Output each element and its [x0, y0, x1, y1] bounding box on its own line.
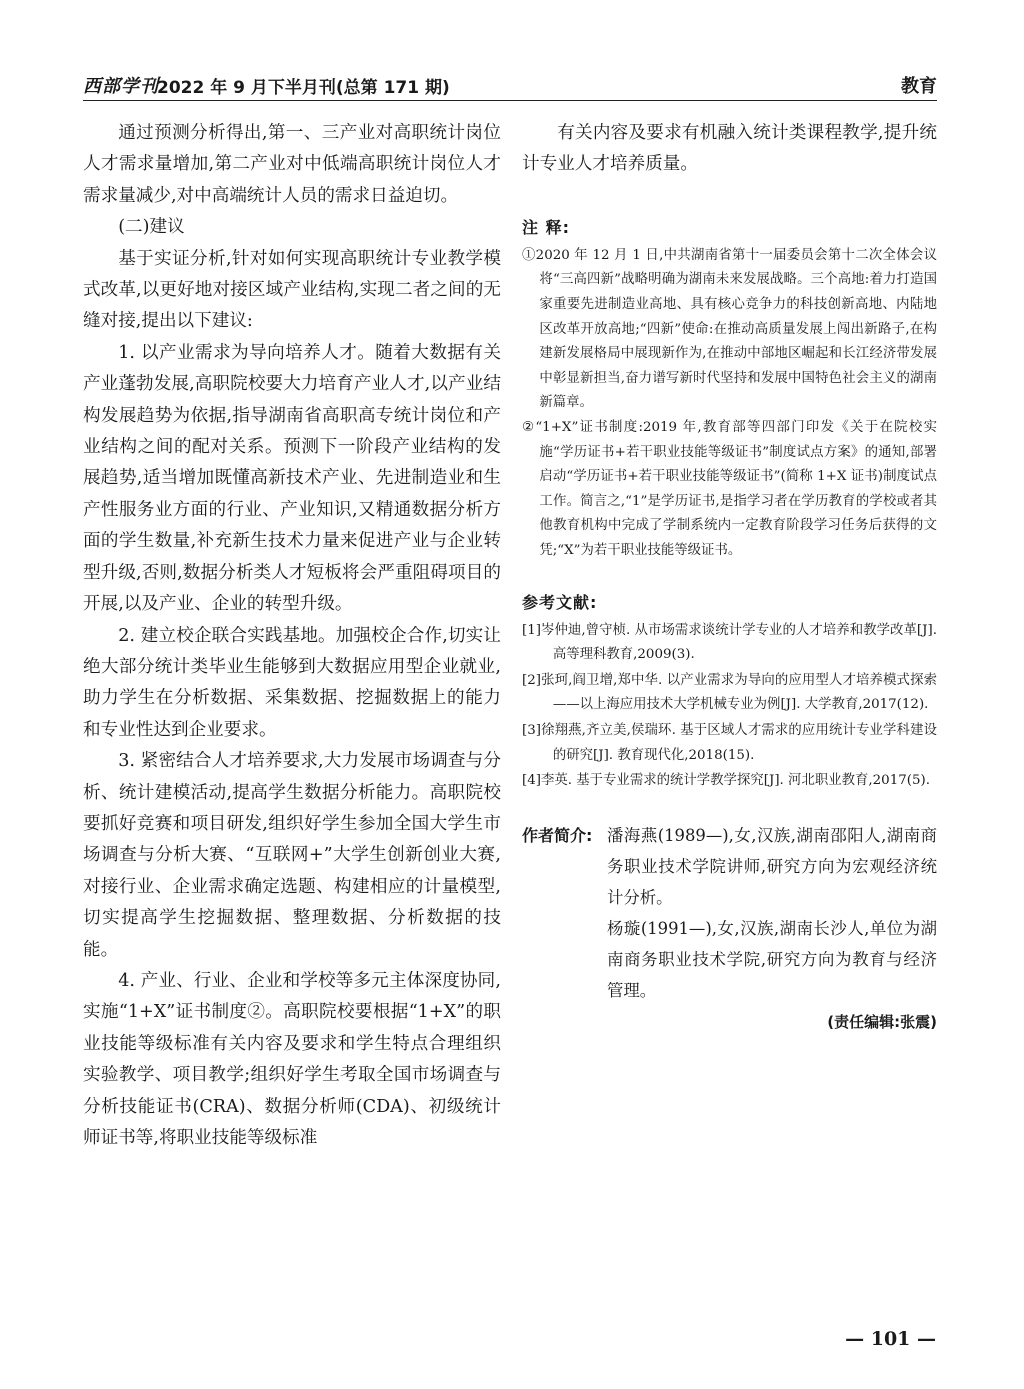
note-item: ②“1+X”证书制度:2019 年,教育部等四部门印发《关于在院校实施“学历证书+若干职业技能等级证书”制度试点方案》的通知,部署启动“学历证书+若干职业技能等级证书”(简称 1+X 证书)制度试点工作。简言之,“1”是学历证书,是指学习者在学历教育的学校或者其他教育机构中完成了学制系统内一定教育阶段学习任务后获得的文凭;“X”为若干职业技能等级证书。	[522, 419, 937, 558]
page-header	[83, 70, 937, 101]
reference-item: [2]张珂,阎卫增,郑中华. 以产业需求为导向的应用型人才培养模式探索——以上海应用技术大学机械专业为例[J]. 大学教育,2017(12).	[522, 672, 937, 713]
paragraph: 1. 以产业需求为导向培养人才。随着大数据有关产业蓬勃发展,高职院校要大力培育产业人才,以产业结构发展趋势为依据,指导湖南省高职高专统计岗位和产业结构之间的配对关系。预测下一阶段产业结构的发展趋势,适当增加既懂高新技术产业、先进制造业和生产性服务业方面的行业、产业知识,又精通数据分析方面的学生数量,补充新生技术力量来促进产业与企业转型升级,否则,数据分析类人才短板将会严重阻碍项目的开展,以及产业、企业的转型升级。	[83, 342, 501, 615]
notes-title: 注 释:	[522, 217, 570, 237]
paragraph: 4. 产业、行业、企业和学校等多元主体深度协同,实施“1+X”证书制度②。高职院校要根据“1+X”的职业技能等级标准有关内容及要求和学生特点合理组织实验教学、项目教学;组织好学生考取全国市场调查与分析技能证书(CRA)、数据分析师(CDA)、初级统计师证书等,将职业技能等级标准	[83, 970, 501, 1148]
paragraph: 3. 紧密结合人才培养要求,大力发展市场调查与分析、统计建模活动,提高学生数据分析能力。高职院校要抓好竞赛和项目研发,组织好学生参加全国大学生市场调查与分析大赛、“互联网+”大学生创新创业大赛,对接行业、企业需求确定选题、构建相应的计量模型,切实提高学生挖掘数据、整理数据、分析数据的技能。	[83, 751, 501, 960]
author-bio	[522, 820, 937, 1006]
reference-item: [1]岑仲迪,曾守桢. 从市场需求谈统计学专业的人才培养和教学改革[J]. 高等理科教育,2009(3).	[522, 622, 937, 663]
subheading: (二)建议	[118, 217, 185, 238]
section-name: 教育	[901, 76, 937, 97]
author-label: 作者简介:	[522, 825, 593, 845]
author-entry: 潘海燕(1989—),女,汉族,湖南邵阳人,湖南商务职业技术学院讲师,研究方向为宏观经济统计分析。	[607, 825, 937, 907]
references-title: 参考文献:	[522, 592, 598, 612]
left-column	[83, 118, 501, 1154]
reference-item: [3]徐翔燕,齐立美,侯瑞环. 基于区域人才需求的应用统计专业学科建设的研究[J]. 教育现代化,2018(15).	[522, 722, 937, 763]
issue-info: 2022 年 9 月下半月刊(总第 171 期)	[157, 78, 450, 98]
author-text	[607, 820, 937, 1006]
journal-logo: 西部学刊	[83, 76, 159, 97]
author-entry: 杨璇(1991—),女,汉族,湖南长沙人,单位为湖南商务职业技术学院,研究方向为教育与经济管理。	[607, 918, 937, 1000]
editor-credit: (责任编辑:张震)	[827, 1012, 937, 1031]
paragraph: 通过预测分析得出,第一、三产业对高职统计岗位人才需求量增加,第二产业对中低端高职统计岗位人才需求量减少,对中高端统计人员的需求日益迫切。	[83, 123, 501, 206]
right-column	[522, 118, 937, 1036]
note-item: ①2020 年 12 月 1 日,中共湖南省第十一届委员会第十二次全体会议将“三高四新”战略明确为湖南未来发展战略。三个高地:着力打造国家重要先进制造业高地、具有核心竞争力的科技创新高地、内陆地区改革开放高地;“四新”使命:在推动高质量发展上闯出新路子,在构建新发展格局中展现新作为,在推动中部地区崛起和长江经济带发展中彰显新担当,奋力谱写新时代坚持和发展中国特色社会主义的湖南新篇章。	[522, 247, 937, 411]
page-number: — 101 —	[845, 1328, 936, 1350]
paragraph: 有关内容及要求有机融入统计类课程教学,提升统计专业人才培养质量。	[522, 123, 937, 175]
reference-item: [4]李英. 基于专业需求的统计学教学探究[J]. 河北职业教育,2017(5).	[522, 773, 930, 789]
paragraph: 基于实证分析,针对如何实现高职统计专业教学模式改革,以更好地对接区域产业结构,实现二者之间的无缝对接,提出以下建议:	[83, 248, 501, 332]
paragraph: 2. 建立校企联合实践基地。加强校企合作,切实让绝大部分统计类毕业生能够到大数据应用型企业就业,助力学生在分析数据、采集数据、挖掘数据上的能力和专业性达到企业要求。	[83, 625, 501, 740]
